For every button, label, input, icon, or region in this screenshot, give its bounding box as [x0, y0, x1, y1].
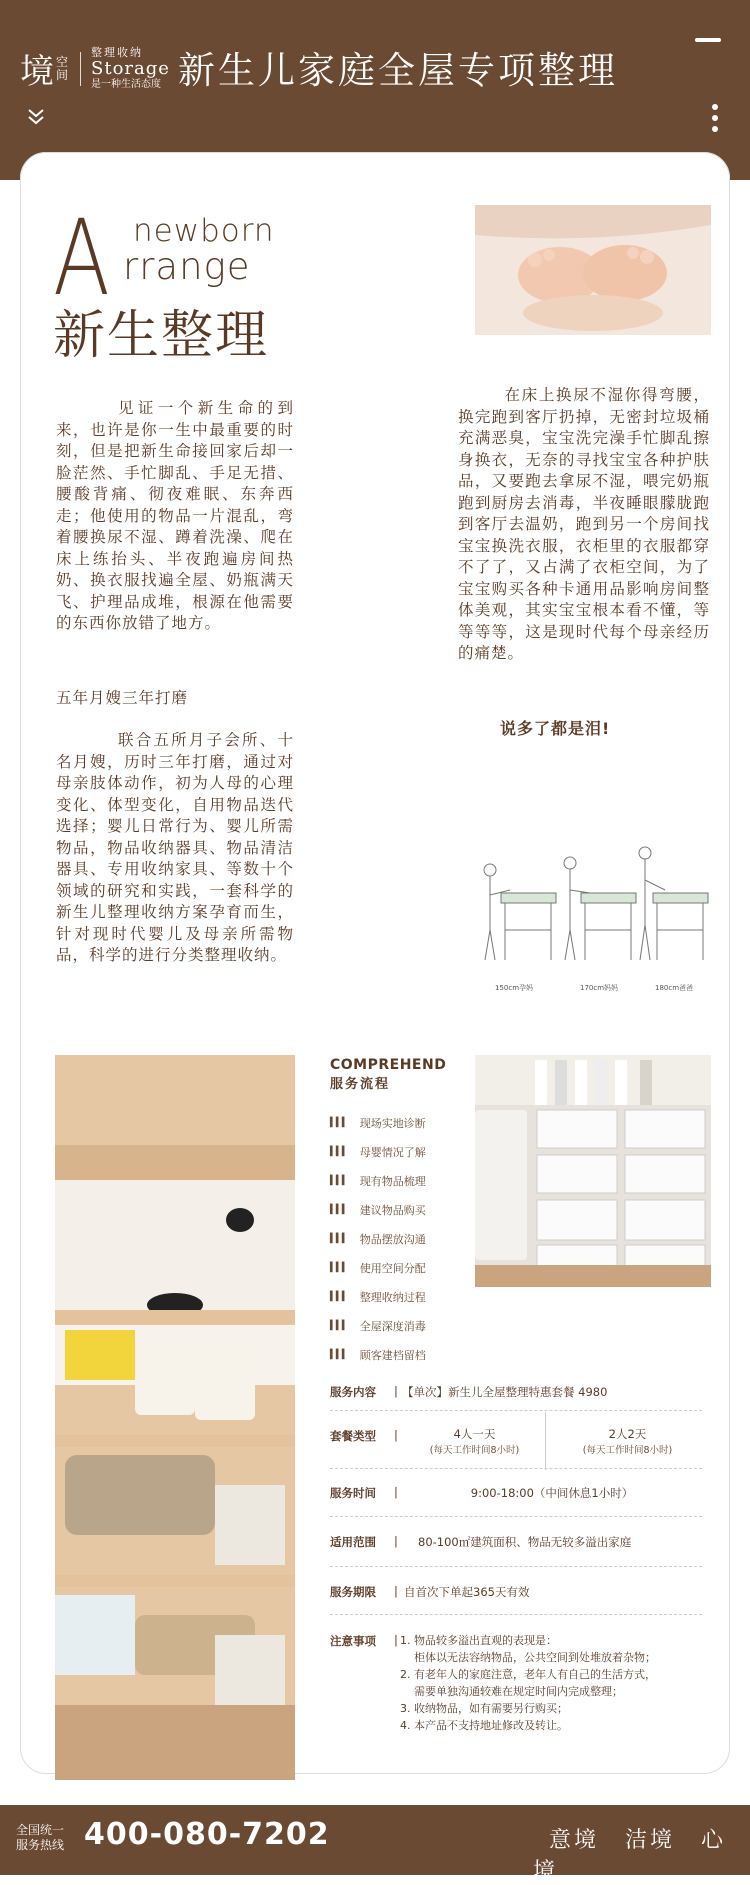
- scope-value: 80-100㎡建筑面积、物品无较多溢出家庭: [418, 1535, 632, 1549]
- height-comparison-sketch: [475, 835, 711, 1000]
- hotline-label-2: 服务热线: [16, 1838, 65, 1852]
- service-content-label: 服务内容: [330, 1385, 376, 1399]
- package-a-label: 4人一天: [453, 1427, 496, 1441]
- period-row: [330, 1584, 702, 1604]
- step-label: 使用空间分配: [359, 1261, 426, 1275]
- note-line: 1. 物品较多溢出直观的表现是：: [400, 1634, 557, 1647]
- step-bullet-icon: ▍▍▍: [330, 1233, 348, 1244]
- step-label: 现场实地诊断: [359, 1116, 426, 1130]
- row-separator: [330, 1516, 702, 1517]
- service-time-row: [330, 1485, 702, 1505]
- package-type-label: 套餐类型: [330, 1429, 376, 1443]
- step-label: 现有物品梳理: [359, 1174, 426, 1188]
- step-bullet-icon: ▍▍▍: [330, 1349, 348, 1360]
- step-bullet-icon: ▍▍▍: [330, 1320, 348, 1331]
- step-label: 建议物品购买: [359, 1203, 426, 1217]
- brand-divider: [80, 52, 81, 86]
- notes-label: 注意事项: [330, 1634, 376, 1648]
- package-type-row: [330, 1426, 702, 1468]
- scope-label: 适用范围: [330, 1535, 376, 1549]
- hero-letter-a: A: [53, 197, 110, 319]
- row-divider: |: [394, 1384, 398, 1398]
- service-time-value: 9:00-18:00（中间休息1小时）: [470, 1486, 634, 1500]
- row-divider: |: [394, 1534, 398, 1548]
- wardrobe-photo: [475, 1055, 711, 1287]
- brand-line2: Storage: [91, 57, 170, 79]
- service-flow-title: [330, 1057, 446, 1092]
- step-label: 物品摆放沟通: [359, 1232, 426, 1246]
- step-label: 母婴情况了解: [359, 1145, 426, 1159]
- page-title: 新生儿家庭全屋专项整理: [178, 49, 618, 92]
- note-line: 3. 收纳物品，如有需要另行购买；: [400, 1702, 568, 1715]
- step-item: [330, 1282, 426, 1311]
- footer-nav: [533, 1823, 750, 1885]
- footer-link-yijing[interactable]: 意境: [549, 1828, 600, 1853]
- hero-title-graphic: [53, 197, 303, 366]
- note-line: 4. 本产品不支持地址修改及转让。: [400, 1719, 568, 1732]
- package-b-sub: (每天工作时间8小时): [582, 1445, 673, 1456]
- service-flow-title-cn: 服务流程: [330, 1077, 391, 1092]
- hotline-label-1: 全国统一: [16, 1823, 65, 1837]
- brand-big-char: 境: [20, 52, 54, 92]
- service-steps: [330, 1108, 426, 1369]
- row-divider: |: [394, 1428, 398, 1442]
- brand-logo[interactable]: [20, 44, 170, 93]
- service-flow-title-en: COMPREHEND: [330, 1057, 447, 1073]
- pain-paragraph: 在床上换尿不湿你得弯腰，换完跑到客厅扔掉，无密封垃圾桶充满恶臭，宝宝洗完澡手忙脚乱擦身换衣，无奈的寻找宝宝各种护肤品，又要跑去拿尿不湿，喂完奶瓶跑到厨房去消毒，半夜睡眼朦胧跑到客厅去温奶，跑到另一个房间找宝宝换洗衣服，衣柜里的衣服都穿不了了，又占满了衣柜空间，为了宝宝购买各种卡通用品影响房间整体美观，其实宝宝根本看不懂，等等等等，这是现时代每个母亲经历的痛楚。: [458, 386, 710, 662]
- sketch-label-2: 170cm妈妈: [580, 984, 619, 992]
- hero-word-arrange: rrange: [123, 245, 251, 288]
- row-separator: [330, 1566, 702, 1567]
- step-bullet-icon: ▍▍▍: [330, 1204, 348, 1215]
- research-paragraph: 联合五所月子会所、十名月嫂，历时三年打磨，通过对母亲肢体动作，初为人母的心理变化、体型变化，自用物品迭代选择；婴儿日常行为、婴儿所需物品，物品收纳器具、物品清洁器具、专用收纳家具、等数十个领域的研究和实践，一套科学的新生儿整理收纳方案孕育而生，针对现时代婴儿及母亲所需物品，科学的进行分类整理收纳。: [56, 731, 294, 964]
- intro-subheading: 五年月嫂三年打磨: [56, 689, 189, 707]
- hero-word-newborn: newborn: [133, 213, 275, 249]
- sketch-label-3: 180cm爸爸: [655, 984, 694, 992]
- notes-list: [400, 1632, 656, 1734]
- step-item: [330, 1253, 426, 1282]
- row-divider: |: [394, 1485, 398, 1499]
- package-divider: [545, 1412, 546, 1470]
- step-item: [330, 1224, 426, 1253]
- baby-feet-photo: [475, 205, 711, 335]
- step-item: [330, 1340, 426, 1369]
- step-bullet-icon: ▍▍▍: [330, 1146, 348, 1157]
- footer-link-jiejing[interactable]: 洁境: [625, 1828, 676, 1853]
- note-line: 柜体以无法容纳物品，公共空间到处堆放着杂物；: [414, 1651, 656, 1664]
- step-label: 整理收纳过程: [359, 1290, 426, 1304]
- package-option-a[interactable]: [402, 1426, 547, 1456]
- brand-line3: 是一种生活态度: [91, 78, 161, 90]
- step-item: [330, 1108, 426, 1137]
- brand-line1: 整理收纳: [91, 45, 143, 59]
- menu-icon[interactable]: [695, 38, 721, 42]
- period-value: 自首次下单起365天有效: [404, 1585, 530, 1599]
- step-item: [330, 1195, 426, 1224]
- step-bullet-icon: ▍▍▍: [330, 1175, 348, 1186]
- service-content-value: 【单次】新生儿全屋整理特惠套餐 4980: [402, 1385, 608, 1399]
- service-content-row: [330, 1384, 702, 1404]
- step-item: [330, 1137, 426, 1166]
- hero-cn-title: 新生整理: [53, 306, 270, 366]
- service-time-label: 服务时间: [330, 1486, 376, 1500]
- sketch-label-1: 150cm孕妈: [495, 984, 534, 992]
- more-vertical-icon[interactable]: [712, 104, 718, 137]
- package-b-label: 2人2天: [608, 1427, 647, 1441]
- row-separator: [330, 1410, 702, 1411]
- footer-bar: [0, 1805, 750, 1884]
- changing-table-photo: [55, 1055, 295, 1780]
- scope-row: [330, 1534, 702, 1554]
- step-label: 全屋深度消毒: [359, 1319, 426, 1333]
- step-bullet-icon: ▍▍▍: [330, 1117, 348, 1128]
- period-label: 服务期限: [330, 1585, 376, 1599]
- step-item: [330, 1166, 426, 1195]
- brand-tagline: [91, 46, 170, 92]
- package-option-b[interactable]: [555, 1426, 700, 1456]
- step-item: [330, 1311, 426, 1340]
- row-separator: [330, 1468, 702, 1469]
- note-line: 2. 有老年人的家庭注意，老年人有自己的生活方式，: [400, 1668, 656, 1681]
- intro-paragraph: 见证一个新生命的到来，也许是你一生中最重要的时刻，但是把新生命接回家后却一脸茫然、手忙脚乱、手足无措、腰酸背痛、彻夜难眠、东奔西走；他使用的物品一片混乱，弯着腰换尿不湿、蹲着洗澡、爬在床上练抬头、半夜跑遍房间热奶、换衣服找遍全屋、奶瓶满天飞、护理品成堆，根源在他需要的东西你放错了地方。: [56, 399, 294, 632]
- hotline-phone[interactable]: 400-080-7202: [84, 1817, 330, 1852]
- package-a-sub: (每天工作时间8小时): [429, 1445, 520, 1456]
- step-bullet-icon: ▍▍▍: [330, 1291, 348, 1302]
- row-divider: |: [394, 1584, 398, 1598]
- footer-link-xinjing[interactable]: 心境: [533, 1828, 727, 1884]
- double-chevron-down-icon[interactable]: [26, 108, 46, 126]
- step-bullet-icon: ▍▍▍: [330, 1262, 348, 1273]
- pain-emphasis: 说多了都是泪!: [500, 719, 611, 738]
- row-separator: [330, 1614, 702, 1615]
- note-line: 需要单独沟通较难在规定时间内完成整理；: [414, 1685, 623, 1698]
- step-label: 顾客建档留档: [359, 1348, 426, 1362]
- brand-small-chars: 空间: [56, 54, 69, 82]
- hotline-label: [16, 1823, 64, 1853]
- row-divider: |: [394, 1633, 398, 1647]
